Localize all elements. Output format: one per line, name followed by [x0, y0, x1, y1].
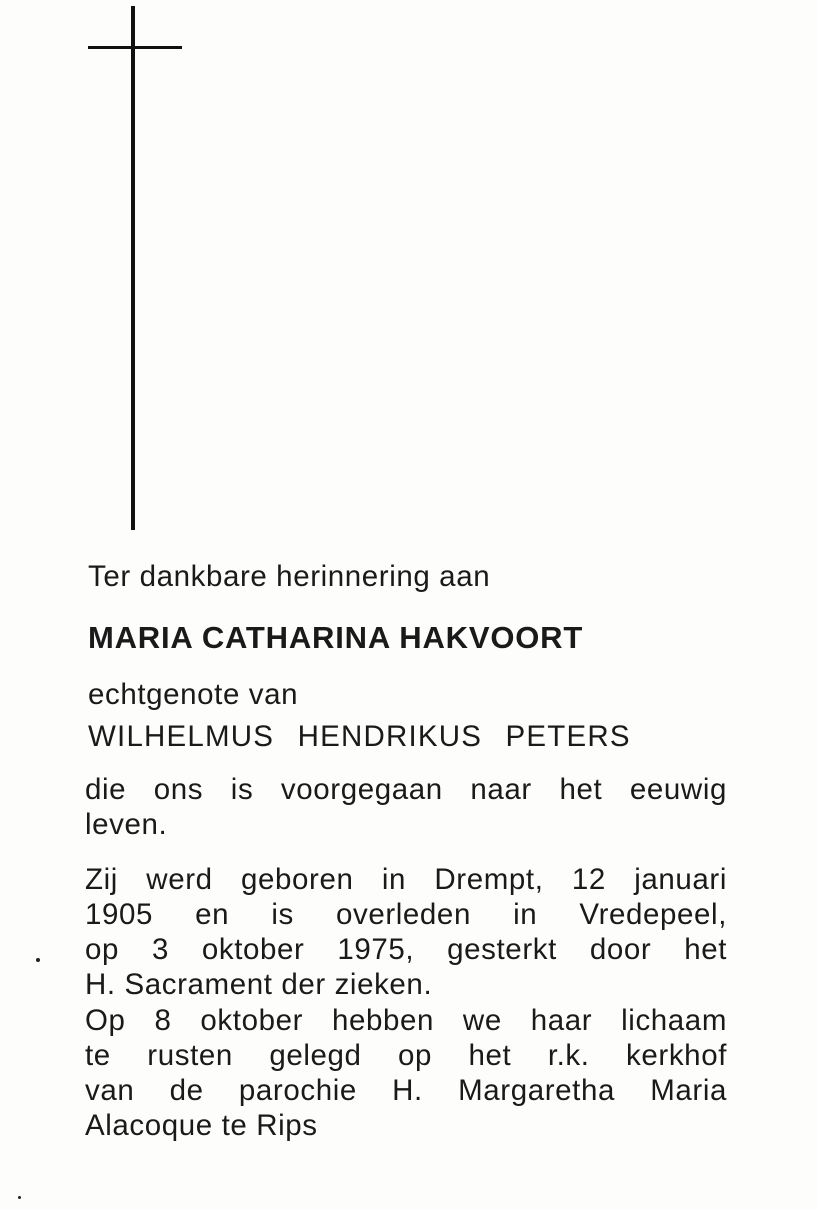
print-speck [18, 1196, 21, 1199]
intro-text: Ter dankbare herinnering aan [88, 560, 491, 593]
text-line: Op 8 oktober hebben we haar lichaam [85, 1004, 727, 1037]
spouse-label: echtgenote van [88, 678, 299, 711]
paragraph-burial [85, 1003, 727, 1143]
text-line: van de parochie H. Margaretha Maria [85, 1074, 727, 1107]
text-line: leven. [85, 808, 168, 841]
text-line: 1905 en is overleden in Vredepeel, [85, 898, 727, 931]
text-line: te rusten gelegd op het r.k. kerkhof [85, 1039, 727, 1072]
cross-vertical-bar [131, 6, 135, 530]
text-line: Zij werd geboren in Drempt, 12 januari [85, 863, 727, 896]
cross-horizontal-bar [88, 46, 182, 49]
paragraph-afterlife [85, 772, 727, 842]
text-line: die ons is voorgegaan naar het eeuwig [85, 773, 727, 806]
deceased-name: MARIA CATHARINA HAKVOORT [88, 620, 584, 655]
text-line: H. Sacrament der zieken. [85, 968, 433, 1001]
text-line: Alacoque te Rips [85, 1109, 318, 1142]
print-speck [36, 958, 40, 962]
spouse-name: WILHELMUS HENDRIKUS PETERS [88, 720, 631, 753]
paragraph-birth-death [85, 862, 727, 1002]
text-line: op 3 oktober 1975, gesterkt door het [85, 933, 727, 966]
